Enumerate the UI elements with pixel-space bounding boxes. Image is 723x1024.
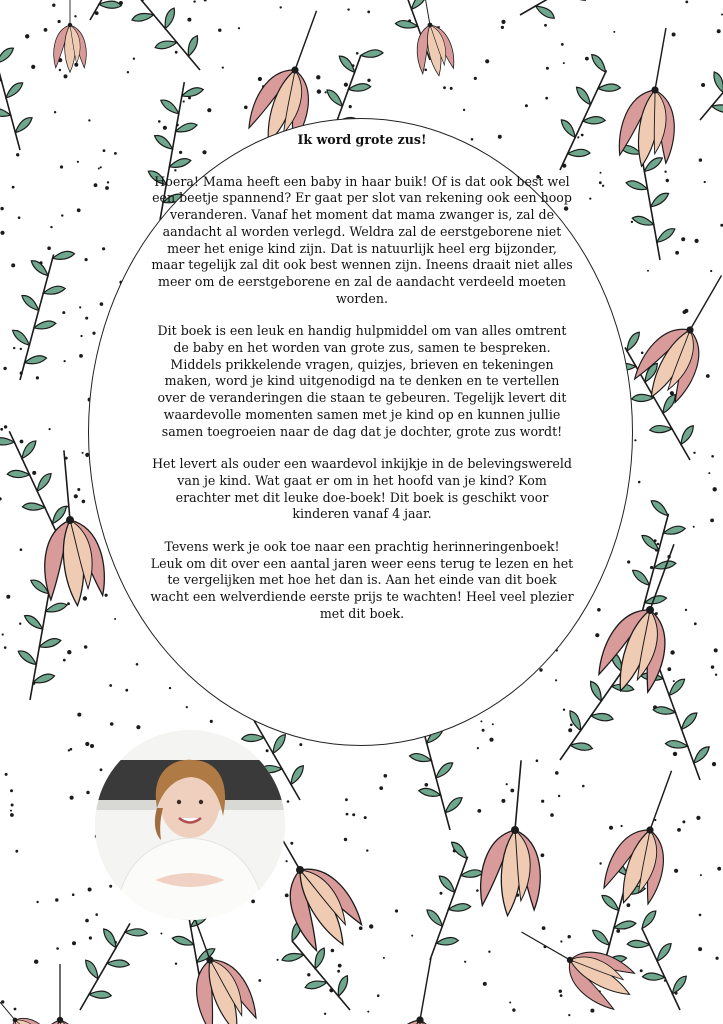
dot (501, 26, 504, 29)
dot (489, 738, 493, 742)
dot (85, 919, 89, 923)
dot (675, 251, 679, 255)
dot (82, 452, 84, 454)
dot (72, 893, 75, 896)
dot (359, 926, 363, 930)
dot (100, 768, 103, 771)
dot (74, 494, 78, 498)
tulip-flower (36, 964, 83, 1024)
dot (555, 679, 557, 681)
dot (685, 1, 688, 4)
dot (0, 207, 3, 210)
dot (424, 69, 427, 72)
dot (331, 949, 335, 953)
dot (711, 455, 714, 458)
dot (317, 89, 321, 93)
dot (577, 136, 579, 138)
dot (693, 452, 695, 454)
dot (541, 853, 545, 857)
dot (715, 674, 717, 676)
dot (609, 826, 613, 830)
tulip-flower (599, 762, 697, 912)
dot (316, 75, 320, 79)
dot (44, 28, 48, 32)
dot (160, 933, 162, 935)
dot (512, 1008, 515, 1011)
dot (685, 609, 687, 611)
dot (16, 153, 19, 156)
dot (550, 813, 554, 817)
dot (627, 560, 630, 563)
dot (127, 71, 129, 73)
dot (82, 500, 86, 504)
dot (560, 940, 562, 942)
dot (356, 52, 359, 55)
leaf-sprig (10, 579, 70, 703)
dot (0, 428, 3, 431)
dot (0, 231, 4, 235)
dot (287, 800, 290, 803)
dot (650, 566, 653, 569)
dot (599, 862, 601, 864)
dot (492, 723, 494, 725)
dot (559, 990, 562, 993)
dot (11, 263, 15, 267)
dot (476, 889, 479, 892)
dot (641, 352, 644, 355)
dot (50, 226, 52, 228)
dot (88, 119, 90, 121)
dot (277, 959, 279, 961)
tulip-flower (380, 953, 457, 1024)
dot (716, 957, 719, 960)
memory-book-paragraph: Tevens werk je ook toe naar een prachtig herinneringenboek! Leuk om dit over een aantal jaren weer eens terug te lezen en het te vergelijken met hoe het dan is. Aan het einde van dit boek wacht een welverdiende eerste prijs te wachten! Heel veel plezier met dit boek. (150, 539, 574, 621)
dot (616, 929, 620, 933)
dot (20, 548, 23, 551)
dot (94, 183, 98, 187)
dot (105, 594, 108, 597)
dot (367, 79, 370, 82)
dot (77, 713, 81, 717)
dot (673, 680, 675, 682)
dot (450, 87, 453, 90)
dot (11, 804, 14, 807)
parent-insight-paragraph: Het levert als ouder een waardevol inkijkje in de belevingswereld van je kind. Wat gaat er om in het hoofd van je kind? Kom erachter met dit leuke doe-boek! Dit boek is geschikt voor kinderen vanaf 4 jaar. (152, 456, 572, 522)
dot (54, 111, 56, 113)
dot (681, 237, 685, 241)
dot (4, 646, 7, 649)
dot (640, 969, 643, 972)
dot (666, 179, 669, 182)
dot (102, 247, 105, 250)
dot (109, 885, 112, 888)
dot (541, 800, 544, 803)
dot (696, 816, 700, 820)
dot (581, 134, 584, 137)
dot (85, 317, 88, 320)
dot (47, 246, 51, 250)
dot (699, 158, 702, 161)
leaf-sprig (619, 138, 679, 263)
dot (510, 789, 514, 793)
dot (325, 91, 327, 93)
dot (98, 168, 100, 170)
dot (364, 816, 367, 819)
dot (488, 951, 490, 953)
dot (251, 900, 255, 904)
dot (36, 901, 38, 903)
dot (58, 20, 61, 23)
dot (482, 729, 485, 732)
dot (474, 77, 477, 80)
dot (56, 947, 59, 950)
dot (539, 668, 542, 671)
dot (258, 979, 261, 982)
dot (125, 689, 128, 692)
dot (597, 608, 601, 612)
dot (561, 43, 564, 46)
dot (59, 69, 61, 71)
dot (708, 472, 710, 474)
dot (285, 894, 289, 898)
dot (70, 796, 74, 800)
dot (133, 58, 135, 60)
dot (114, 152, 117, 155)
dot (589, 198, 591, 200)
dot (5, 773, 8, 776)
dot (369, 924, 373, 928)
dot (366, 849, 368, 851)
dot (501, 20, 505, 24)
dot (109, 684, 112, 687)
dot (77, 208, 81, 212)
dot (175, 963, 177, 965)
dot (463, 109, 465, 111)
dot (107, 181, 109, 183)
dot (379, 786, 383, 790)
dot (536, 759, 539, 762)
dot (634, 439, 636, 441)
dot (631, 221, 633, 223)
dot (299, 743, 302, 746)
dot (163, 126, 167, 130)
text-content (150, 132, 574, 639)
dot (49, 428, 51, 430)
dot (477, 747, 479, 749)
dot (15, 850, 18, 853)
dot (105, 186, 109, 190)
dot (187, 18, 191, 22)
dot (352, 813, 355, 816)
leaf-sprig (685, 30, 723, 133)
dot (61, 214, 63, 216)
dot (25, 34, 29, 38)
dot (88, 888, 92, 892)
dot (590, 1009, 594, 1013)
dot (74, 15, 76, 17)
dot (638, 481, 641, 484)
dot (595, 633, 599, 637)
dot (717, 29, 721, 33)
dot (92, 332, 95, 335)
dot (545, 97, 548, 100)
dot (667, 667, 671, 671)
dot (682, 820, 685, 823)
dot (307, 973, 310, 976)
dot (86, 791, 89, 794)
dot (12, 186, 15, 189)
dot (711, 665, 714, 668)
dot (18, 216, 21, 219)
dot (674, 869, 678, 873)
leaf-sprig (510, 0, 602, 32)
dot (710, 270, 712, 272)
dot (344, 83, 348, 87)
dot (63, 659, 66, 662)
dot (79, 354, 83, 358)
dot (280, 6, 282, 8)
dot (710, 519, 714, 523)
dot (464, 961, 466, 963)
dot (568, 1014, 570, 1016)
dot (443, 86, 446, 89)
dot (701, 83, 705, 87)
dot (4, 425, 7, 428)
dot (560, 994, 563, 997)
dot (395, 909, 398, 912)
dot (647, 270, 649, 272)
dot (477, 809, 481, 813)
dot (3, 367, 6, 370)
dot (345, 798, 348, 801)
dot (509, 1002, 511, 1004)
leaf-sprig (270, 920, 365, 1023)
dot (582, 785, 585, 788)
dot (186, 706, 188, 708)
dot (683, 310, 687, 314)
dot (568, 728, 572, 732)
dot (34, 960, 38, 964)
dot (480, 720, 482, 722)
dot (85, 258, 88, 261)
dot (706, 374, 710, 378)
leaf-sprig (405, 727, 470, 835)
tulip-flower (54, 0, 87, 72)
dot (20, 348, 22, 350)
dot (525, 104, 528, 107)
leaf-sprig (621, 500, 690, 625)
dot (558, 795, 560, 797)
dot (218, 29, 221, 32)
dot (85, 742, 89, 746)
dot (100, 166, 102, 168)
dot (32, 471, 36, 475)
dot (712, 762, 716, 766)
dot (344, 838, 347, 841)
dot (80, 335, 82, 337)
dot (100, 302, 104, 306)
dot (64, 74, 68, 78)
dot (6, 595, 10, 599)
dot (183, 100, 185, 102)
dot (337, 970, 340, 973)
dot (238, 27, 240, 29)
dot (210, 720, 213, 723)
dot (31, 65, 35, 69)
dot (0, 497, 2, 500)
dot (657, 543, 660, 546)
dot (713, 487, 717, 491)
dot (10, 810, 12, 812)
dot (585, 57, 589, 61)
dot (79, 306, 81, 308)
dot (349, 105, 352, 108)
dot (704, 181, 706, 183)
dot (570, 724, 573, 727)
dot (20, 440, 24, 444)
dot (19, 623, 21, 625)
leaf-sprig (120, 0, 215, 83)
dot (717, 867, 721, 871)
dot (90, 744, 94, 748)
dot (338, 964, 342, 968)
dot (677, 828, 681, 832)
dot (114, 618, 116, 620)
dot (347, 8, 349, 10)
dot (324, 1013, 326, 1015)
tulip-flower (0, 976, 62, 1024)
dot (55, 898, 58, 901)
dot (693, 526, 695, 528)
dot (485, 59, 489, 63)
dot (377, 994, 380, 997)
dot (89, 936, 92, 939)
dot (169, 687, 171, 689)
dot (67, 650, 71, 654)
dot (62, 311, 65, 314)
tulip-flower (628, 262, 723, 410)
dot (544, 24, 547, 27)
dot (411, 935, 413, 937)
dot (346, 813, 349, 816)
dot (10, 813, 14, 817)
leaf-sprig (411, 841, 489, 966)
dot (2, 633, 4, 635)
dot (244, 106, 248, 110)
dot (673, 752, 677, 756)
dot (670, 650, 674, 654)
dot (613, 31, 615, 33)
dot (258, 77, 262, 81)
leaf-sprig (63, 913, 148, 1020)
dot (1, 1000, 4, 1003)
dot (700, 874, 702, 876)
dot (698, 947, 702, 951)
dot (286, 860, 288, 862)
dot (84, 645, 87, 648)
dot (175, 51, 178, 54)
dot (563, 62, 565, 64)
dot (136, 725, 140, 729)
dot (555, 771, 559, 775)
dot (546, 67, 549, 70)
dot (699, 914, 702, 917)
dot (136, 663, 139, 666)
dot (600, 172, 602, 174)
dot (266, 749, 269, 752)
dot (694, 622, 697, 625)
dot (70, 748, 73, 751)
dot (77, 488, 80, 491)
book-purpose-paragraph: Dit boek is een leuk en handig hulpmiddel om van alles omtrent de baby en het worden van grote zus, samen te bespreken. Middels prikkelende vragen, quizjes, brieven en tekeningen maken, word je kind uitgenodigd na te denken en te vertellen over de veranderingen die staan te gebeuren. Tegelijk levert dit waardevolle momenten samen met je kind op en kunnen jullie samen toegroeien naar de dag dat je dochter, grote zus wordt! (157, 323, 567, 439)
dot (72, 941, 76, 945)
dot (367, 1011, 369, 1013)
dot (13, 347, 15, 349)
dot (506, 783, 508, 785)
dot (158, 120, 161, 123)
author-photo (95, 730, 285, 920)
dot (695, 239, 699, 243)
dot (77, 161, 79, 163)
dot (95, 913, 98, 916)
dot (501, 799, 505, 803)
page-title: Ik word grote zus! (297, 132, 427, 147)
dot (602, 185, 604, 187)
tulip-flower (478, 758, 551, 919)
dot (52, 3, 55, 6)
dot (563, 709, 565, 711)
dot (440, 892, 443, 895)
leaf-sprig (0, 29, 39, 155)
dot (36, 376, 39, 379)
dot (14, 1008, 17, 1011)
dot (110, 722, 114, 726)
dot (714, 648, 718, 652)
dot (568, 935, 571, 938)
dot (483, 982, 487, 986)
dot (222, 67, 224, 69)
dot (384, 774, 388, 778)
dot (193, 0, 195, 2)
dot (207, 108, 211, 112)
dot (672, 33, 676, 37)
dot (627, 903, 631, 907)
dot (542, 926, 546, 930)
dot (664, 171, 666, 173)
dot (10, 789, 13, 792)
dot (367, 11, 370, 14)
dot (290, 842, 293, 845)
dot (425, 783, 429, 787)
dot (103, 149, 106, 152)
dot (599, 181, 602, 184)
dot (60, 165, 63, 168)
intro-paragraph: Hoera! Mama heeft een baby in haar buik! Of is dat ook best wel een beetje spannend? Er gaat per slot van rekening ook een hoop veranderen. Vanaf het moment dat mama zwanger is, zal de aandacht al worden verlegd. Weldra zal de eerstgeborene niet meer het enige kind zijn. Dat is natuurlijk heel erg bijzonder, maar tegelijk zal dit ook best wennen zijn. Ineens draait niet alles meer om de eerstgeborene en zal de aandacht verdeeld moeten worden. (151, 173, 573, 306)
dot (83, 596, 87, 600)
dot (64, 360, 66, 362)
dot (204, 0, 207, 2)
dot (621, 825, 623, 827)
dot (383, 957, 385, 959)
